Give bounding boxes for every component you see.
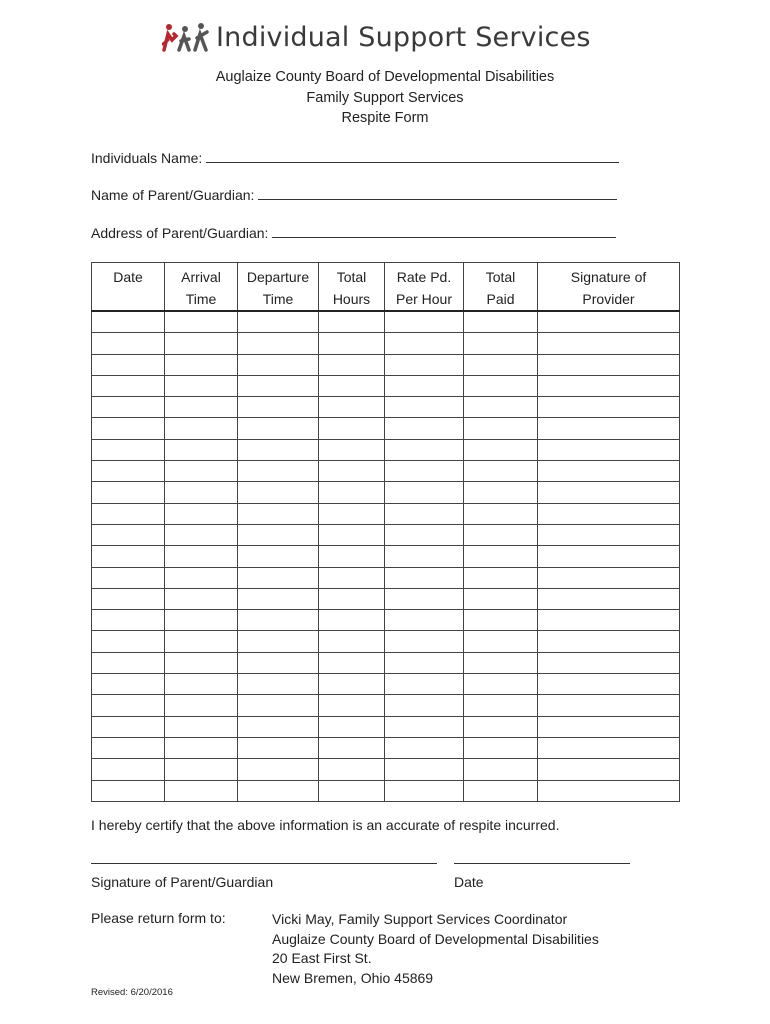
parent-address-label: Address of Parent/Guardian: (91, 225, 269, 241)
table-cell[interactable] (538, 333, 680, 354)
table-cell[interactable] (238, 503, 319, 524)
table-cell[interactable] (165, 375, 238, 396)
table-cell[interactable] (538, 311, 680, 333)
return-label: Please return form to: (91, 910, 226, 926)
table-cell[interactable] (319, 524, 385, 545)
table-cell[interactable] (464, 354, 538, 375)
table-header-row (92, 263, 680, 312)
table-cell[interactable] (385, 716, 464, 737)
table-cell[interactable] (319, 716, 385, 737)
table-cell[interactable] (538, 737, 680, 758)
table-cell[interactable] (385, 439, 464, 460)
table-row (92, 354, 680, 375)
table-cell[interactable] (238, 674, 319, 695)
table-cell[interactable] (165, 524, 238, 545)
individual-name-line[interactable] (206, 150, 619, 163)
table-cell[interactable] (165, 482, 238, 503)
table-cell[interactable] (238, 716, 319, 737)
table-cell[interactable] (385, 397, 464, 418)
table-cell[interactable] (92, 695, 165, 716)
table-cell[interactable] (464, 759, 538, 780)
certification-text: I hereby certify that the above information is an accurate of respite incurred. (91, 817, 560, 833)
address-line: Auglaize County Board of Developmental Disabilities (272, 930, 599, 947)
table-row (92, 524, 680, 545)
table-cell[interactable] (319, 311, 385, 333)
table-cell[interactable] (238, 546, 319, 567)
table-row (92, 375, 680, 396)
table-cell[interactable] (319, 588, 385, 609)
table-cell[interactable] (238, 759, 319, 780)
table-cell[interactable] (238, 695, 319, 716)
table-cell[interactable] (165, 418, 238, 439)
table-cell[interactable] (385, 780, 464, 801)
program-name: Family Support Services (306, 89, 464, 106)
table-cell[interactable] (464, 695, 538, 716)
table-cell[interactable] (464, 652, 538, 673)
column-header: Departure Time (238, 263, 319, 312)
table-row (92, 780, 680, 801)
table-cell[interactable] (538, 567, 680, 588)
table-cell[interactable] (238, 418, 319, 439)
table-row (92, 674, 680, 695)
table-cell[interactable] (238, 610, 319, 631)
table-cell[interactable] (92, 333, 165, 354)
table-cell[interactable] (238, 737, 319, 758)
table-cell[interactable] (92, 737, 165, 758)
parent-signature-label: Signature of Parent/Guardian (91, 874, 274, 890)
table-cell[interactable] (464, 737, 538, 758)
table-cell[interactable] (319, 610, 385, 631)
table-cell[interactable] (385, 674, 464, 695)
table-cell[interactable] (165, 695, 238, 716)
table-cell[interactable] (538, 674, 680, 695)
table-cell[interactable] (165, 439, 238, 460)
table-cell[interactable] (238, 354, 319, 375)
table-cell[interactable] (319, 652, 385, 673)
logo-text: Individual Support Services (216, 21, 591, 53)
table-cell[interactable] (385, 461, 464, 482)
date-signature-line[interactable] (454, 862, 630, 864)
table-cell[interactable] (165, 354, 238, 375)
table-cell[interactable] (319, 461, 385, 482)
table-cell[interactable] (319, 759, 385, 780)
table-cell[interactable] (165, 737, 238, 758)
table-cell[interactable] (464, 461, 538, 482)
individual-name-label: Individuals Name: (91, 150, 203, 166)
table-cell[interactable] (538, 397, 680, 418)
table-cell[interactable] (92, 482, 165, 503)
table-cell[interactable] (464, 631, 538, 652)
table-cell[interactable] (319, 354, 385, 375)
table-cell[interactable] (92, 674, 165, 695)
table-cell[interactable] (464, 567, 538, 588)
table-cell[interactable] (538, 631, 680, 652)
table-row (92, 695, 680, 716)
address-line: Vicki May, Family Support Services Coordinator (272, 911, 568, 927)
table-cell[interactable] (319, 482, 385, 503)
parent-address-line[interactable] (272, 225, 616, 238)
table-cell[interactable] (538, 716, 680, 737)
table-cell[interactable] (238, 780, 319, 801)
table-cell[interactable] (385, 375, 464, 396)
table-cell[interactable] (319, 695, 385, 716)
individual-name-field[interactable] (91, 150, 619, 166)
org-name: Auglaize County Board of Developmental Disabilities (215, 69, 555, 85)
table-cell[interactable] (385, 567, 464, 588)
table-cell[interactable] (385, 631, 464, 652)
table-cell[interactable] (165, 588, 238, 609)
table-cell[interactable] (319, 674, 385, 695)
table-row (92, 652, 680, 673)
table-cell[interactable] (464, 418, 538, 439)
table-cell[interactable] (385, 588, 464, 609)
column-header: Signature of Provider (538, 263, 680, 312)
table-row (92, 546, 680, 567)
table-cell[interactable] (385, 652, 464, 673)
table-cell[interactable] (385, 524, 464, 545)
table-cell[interactable] (385, 354, 464, 375)
table-cell[interactable] (538, 354, 680, 375)
table-cell[interactable] (92, 567, 165, 588)
table-cell[interactable] (464, 674, 538, 695)
address-line: New Bremen, Ohio 45869 (272, 969, 434, 986)
table-cell[interactable] (538, 652, 680, 673)
table-row (92, 439, 680, 460)
table-cell[interactable] (238, 588, 319, 609)
table-cell[interactable] (538, 524, 680, 545)
table-cell[interactable] (538, 503, 680, 524)
table-row (92, 631, 680, 652)
table-cell[interactable] (385, 333, 464, 354)
column-header: Date (92, 263, 165, 312)
table-cell[interactable] (319, 546, 385, 567)
date-label: Date (454, 874, 484, 890)
table-cell[interactable] (464, 503, 538, 524)
table-cell[interactable] (385, 503, 464, 524)
table-cell[interactable] (538, 439, 680, 460)
table-cell[interactable] (165, 546, 238, 567)
table-cell[interactable] (319, 397, 385, 418)
column-header: Arrival Time (165, 263, 238, 312)
logo (162, 20, 591, 54)
table-cell[interactable] (238, 567, 319, 588)
table-cell[interactable] (319, 333, 385, 354)
table-cell[interactable] (92, 375, 165, 396)
table-row (92, 461, 680, 482)
table-cell[interactable] (165, 333, 238, 354)
table-cell[interactable] (464, 439, 538, 460)
table-cell[interactable] (92, 780, 165, 801)
table-cell[interactable] (165, 397, 238, 418)
table-cell[interactable] (319, 439, 385, 460)
table-cell[interactable] (538, 482, 680, 503)
table-row (92, 397, 680, 418)
table-cell[interactable] (538, 695, 680, 716)
column-header: Total Hours (319, 263, 385, 312)
table-cell[interactable] (464, 482, 538, 503)
table-cell[interactable] (319, 567, 385, 588)
table-cell[interactable] (92, 588, 165, 609)
revised-date: Revised: 6/20/2016 (91, 987, 173, 998)
table-row (92, 759, 680, 780)
form-heading (0, 67, 770, 129)
table-cell[interactable] (385, 737, 464, 758)
table-row (92, 503, 680, 524)
table-cell[interactable] (464, 610, 538, 631)
table-cell[interactable] (165, 716, 238, 737)
table-cell[interactable] (464, 311, 538, 333)
table-cell[interactable] (165, 631, 238, 652)
table-cell[interactable] (92, 439, 165, 460)
table-cell[interactable] (238, 482, 319, 503)
table-cell[interactable] (165, 652, 238, 673)
parent-name-line[interactable] (258, 187, 617, 200)
table-cell[interactable] (238, 524, 319, 545)
table-cell[interactable] (385, 759, 464, 780)
table-cell[interactable] (92, 546, 165, 567)
form-title: Respite Form (341, 110, 429, 126)
parent-signature-line[interactable] (91, 862, 437, 864)
table-cell[interactable] (92, 610, 165, 631)
table-cell[interactable] (464, 397, 538, 418)
table-cell[interactable] (92, 397, 165, 418)
parent-name-field[interactable] (91, 187, 617, 203)
table-cell[interactable] (165, 674, 238, 695)
table-cell[interactable] (165, 503, 238, 524)
table-row (92, 588, 680, 609)
table-cell[interactable] (464, 588, 538, 609)
table-cell[interactable] (238, 311, 319, 333)
table-cell[interactable] (92, 631, 165, 652)
table-cell[interactable] (538, 375, 680, 396)
table-cell[interactable] (238, 631, 319, 652)
table-cell[interactable] (238, 397, 319, 418)
table-row (92, 418, 680, 439)
table-cell[interactable] (385, 546, 464, 567)
table-cell[interactable] (165, 759, 238, 780)
parent-address-field[interactable] (91, 225, 616, 241)
table-cell[interactable] (464, 546, 538, 567)
table-cell[interactable] (385, 482, 464, 503)
table-cell[interactable] (92, 354, 165, 375)
table-cell[interactable] (464, 524, 538, 545)
table-cell[interactable] (538, 418, 680, 439)
address-line: 20 East First St. (272, 950, 372, 966)
table-cell[interactable] (319, 503, 385, 524)
table-cell[interactable] (238, 439, 319, 460)
table-cell[interactable] (92, 461, 165, 482)
table-cell[interactable] (165, 780, 238, 801)
table-cell[interactable] (92, 418, 165, 439)
table-cell[interactable] (92, 652, 165, 673)
table-cell[interactable] (464, 333, 538, 354)
table-cell[interactable] (92, 716, 165, 737)
table-cell[interactable] (385, 695, 464, 716)
table-cell[interactable] (238, 333, 319, 354)
table-cell[interactable] (538, 546, 680, 567)
table-cell[interactable] (538, 461, 680, 482)
table-cell[interactable] (165, 567, 238, 588)
table-row (92, 333, 680, 354)
table-row (92, 567, 680, 588)
table-cell[interactable] (464, 375, 538, 396)
table-cell[interactable] (319, 375, 385, 396)
table-row (92, 737, 680, 758)
table-row (92, 610, 680, 631)
table-cell[interactable] (385, 311, 464, 333)
table-cell[interactable] (238, 375, 319, 396)
table-cell[interactable] (319, 631, 385, 652)
table-cell[interactable] (92, 311, 165, 333)
respite-log-table (91, 262, 680, 802)
table-cell[interactable] (385, 418, 464, 439)
table-row (92, 482, 680, 503)
table-row (92, 716, 680, 737)
table-cell[interactable] (92, 524, 165, 545)
table-cell[interactable] (319, 737, 385, 758)
table-cell[interactable] (319, 418, 385, 439)
table-cell[interactable] (538, 610, 680, 631)
table-cell[interactable] (92, 503, 165, 524)
table-cell[interactable] (464, 716, 538, 737)
return-address (272, 910, 599, 988)
people-logo-icon (162, 22, 210, 52)
column-header: Rate Pd. Per Hour (385, 263, 464, 312)
table-cell[interactable] (385, 610, 464, 631)
table-cell[interactable] (238, 461, 319, 482)
table-cell[interactable] (165, 461, 238, 482)
table-cell[interactable] (319, 780, 385, 801)
table-cell[interactable] (238, 652, 319, 673)
table-cell[interactable] (165, 610, 238, 631)
table-cell[interactable] (538, 588, 680, 609)
parent-name-label: Name of Parent/Guardian: (91, 187, 255, 203)
table-cell[interactable] (538, 780, 680, 801)
table-row (92, 311, 680, 333)
table-cell[interactable] (165, 311, 238, 333)
table-cell[interactable] (464, 780, 538, 801)
table-cell[interactable] (92, 759, 165, 780)
table-cell[interactable] (538, 759, 680, 780)
column-header: Total Paid (464, 263, 538, 312)
